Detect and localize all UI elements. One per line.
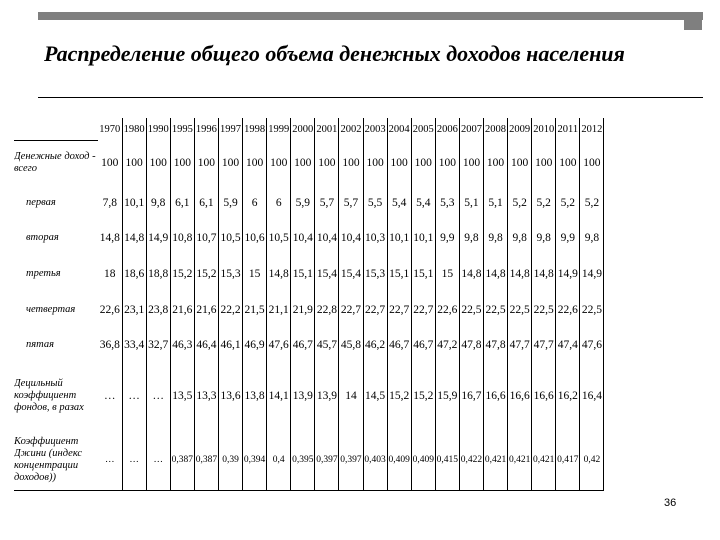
- table-cell: 46,7: [387, 328, 411, 362]
- table-cell: 10,5: [267, 220, 291, 256]
- year-header: 2007: [459, 118, 483, 140]
- table-cell: 13,6: [218, 362, 242, 430]
- table-cell: 45,7: [315, 328, 339, 362]
- table-cell: 5,1: [459, 186, 483, 220]
- table-cell: 5,2: [532, 186, 556, 220]
- table-cell: 10,4: [291, 220, 315, 256]
- table-cell: 100: [556, 140, 580, 186]
- table-cell: 0,421: [508, 430, 532, 490]
- year-header: 2006: [435, 118, 459, 140]
- table-cell: 22,5: [508, 292, 532, 328]
- table-cell: 0,387: [170, 430, 194, 490]
- table-cell: 46,2: [363, 328, 387, 362]
- table-cell: 15,3: [363, 256, 387, 292]
- table-cell: 0,4: [267, 430, 291, 490]
- table-cell: 5,4: [411, 186, 435, 220]
- table-cell: …: [146, 362, 170, 430]
- table-cell: 21,1: [267, 292, 291, 328]
- table-cell: 18,6: [122, 256, 146, 292]
- table-cell: 33,4: [122, 328, 146, 362]
- table-cell: 46,9: [243, 328, 267, 362]
- table-cell: 5,3: [435, 186, 459, 220]
- table-cell: 14,8: [484, 256, 508, 292]
- table-cell: 100: [508, 140, 532, 186]
- table-cell: 0,39: [218, 430, 242, 490]
- table-cell: 9,8: [459, 220, 483, 256]
- table-cell: 5,9: [291, 186, 315, 220]
- table-cell: …: [122, 430, 146, 490]
- table-cell: 22,7: [411, 292, 435, 328]
- table-cell: 0,394: [243, 430, 267, 490]
- table-cell: 15,4: [315, 256, 339, 292]
- table-cell: 15,2: [387, 362, 411, 430]
- table-cell: 47,7: [508, 328, 532, 362]
- table-cell: 13,9: [315, 362, 339, 430]
- table-cell: 100: [580, 140, 604, 186]
- table-cell: 22,7: [339, 292, 363, 328]
- table-cell: 10,7: [194, 220, 218, 256]
- row-label: Децильный коэффициент фондов, в разах: [14, 378, 84, 413]
- table-cell: 9,8: [532, 220, 556, 256]
- row-label: первая: [26, 197, 56, 208]
- table-cell: 5,2: [556, 186, 580, 220]
- table-cell: 10,6: [243, 220, 267, 256]
- row-label: Коэффициент Джини (индекс концентрации доходов)): [14, 430, 98, 490]
- table-cell: 22,6: [98, 292, 122, 328]
- table-cell: 100: [339, 140, 363, 186]
- table-cell: 100: [218, 140, 242, 186]
- table-cell: 21,9: [291, 292, 315, 328]
- table-cell: 6,1: [194, 186, 218, 220]
- table-cell: 16,6: [484, 362, 508, 430]
- table-cell: 0,422: [459, 430, 483, 490]
- table-cell: 9,9: [435, 220, 459, 256]
- table-cell: 15,1: [387, 256, 411, 292]
- table-cell: 21,6: [170, 292, 194, 328]
- year-header: 1990: [146, 118, 170, 140]
- table-cell: 100: [435, 140, 459, 186]
- table-cell: 5,2: [580, 186, 604, 220]
- table-cell: 22,8: [315, 292, 339, 328]
- table-cell: 22,6: [556, 292, 580, 328]
- table-cell: 13,5: [170, 362, 194, 430]
- year-header: 2005: [411, 118, 435, 140]
- table-row: [14, 256, 604, 292]
- table-cell: 10,8: [170, 220, 194, 256]
- table-cell: 15,1: [291, 256, 315, 292]
- table-cell: 23,1: [122, 292, 146, 328]
- table-cell: 5,9: [218, 186, 242, 220]
- table-cell: 22,5: [532, 292, 556, 328]
- table-cell: 18: [98, 256, 122, 292]
- table-cell: 15: [435, 256, 459, 292]
- table-cell: 100: [411, 140, 435, 186]
- table-cell: 0,42: [580, 430, 604, 490]
- table-cell: 14,1: [267, 362, 291, 430]
- table-cell: 100: [291, 140, 315, 186]
- table-row: [14, 220, 604, 256]
- table-cell: 15,3: [218, 256, 242, 292]
- year-header: 2009: [508, 118, 532, 140]
- year-header: 2012: [580, 118, 604, 140]
- table-cell: 0,403: [363, 430, 387, 490]
- table-cell: 16,7: [459, 362, 483, 430]
- table-cell: 100: [170, 140, 194, 186]
- table-cell: 15,4: [339, 256, 363, 292]
- table-cell: 47,6: [580, 328, 604, 362]
- table-cell: 22,5: [484, 292, 508, 328]
- table-cell: 5,4: [387, 186, 411, 220]
- table-cell: 14,8: [267, 256, 291, 292]
- income-distribution-table: [14, 118, 604, 491]
- table-cell: …: [98, 430, 122, 490]
- table-cell: 10,4: [339, 220, 363, 256]
- table-cell: 15,2: [170, 256, 194, 292]
- year-header: 2003: [363, 118, 387, 140]
- table-cell: 22,5: [459, 292, 483, 328]
- year-header: 1970: [98, 118, 122, 140]
- table-cell: 6: [243, 186, 267, 220]
- table-cell: 46,1: [218, 328, 242, 362]
- table-cell: 5,7: [315, 186, 339, 220]
- table-cell: 16,6: [532, 362, 556, 430]
- table-cell: 10,1: [387, 220, 411, 256]
- table-cell: 9,8: [580, 220, 604, 256]
- table-cell: 47,8: [459, 328, 483, 362]
- table-cell: 14,9: [580, 256, 604, 292]
- table-cell: 9,8: [508, 220, 532, 256]
- table-cell: 100: [146, 140, 170, 186]
- table-cell: 5,5: [363, 186, 387, 220]
- table-cell: 14,9: [556, 256, 580, 292]
- table-cell: 15,2: [194, 256, 218, 292]
- table-cell: 100: [387, 140, 411, 186]
- table-cell: 100: [243, 140, 267, 186]
- year-header: 2002: [339, 118, 363, 140]
- row-label: Денежные доход - всего: [14, 151, 96, 175]
- year-header: 2004: [387, 118, 411, 140]
- row-label: вторая: [26, 232, 59, 243]
- table-cell: 13,9: [291, 362, 315, 430]
- year-header: 2000: [291, 118, 315, 140]
- year-header: 1995: [170, 118, 194, 140]
- header-corner: [14, 118, 98, 140]
- slide-title: Распределение общего объема денежных доходов населения: [44, 41, 625, 66]
- table-cell: 9,8: [146, 186, 170, 220]
- table-row: [14, 292, 604, 328]
- year-header: 2010: [532, 118, 556, 140]
- table-cell: 14,9: [146, 220, 170, 256]
- table-cell: 22,7: [363, 292, 387, 328]
- table-cell: 16,2: [556, 362, 580, 430]
- table-cell: 18,8: [146, 256, 170, 292]
- table-cell: 100: [194, 140, 218, 186]
- table-cell: 14,8: [98, 220, 122, 256]
- table-cell: 15: [243, 256, 267, 292]
- table-cell: 10,5: [218, 220, 242, 256]
- table-cell: …: [98, 362, 122, 430]
- table-row: [14, 186, 604, 220]
- table-cell: 47,4: [556, 328, 580, 362]
- table-cell: 47,8: [484, 328, 508, 362]
- table-cell: 46,3: [170, 328, 194, 362]
- table-cell: 21,5: [243, 292, 267, 328]
- table-cell: 10,1: [122, 186, 146, 220]
- table-cell: …: [122, 362, 146, 430]
- table-cell: 10,3: [363, 220, 387, 256]
- table-cell: 5,1: [484, 186, 508, 220]
- table-cell: 9,9: [556, 220, 580, 256]
- corner-decor-square: [684, 12, 702, 30]
- year-header: 2001: [315, 118, 339, 140]
- table-cell: 36,8: [98, 328, 122, 362]
- table-cell: 10,1: [411, 220, 435, 256]
- table-cell: 47,7: [532, 328, 556, 362]
- table-row: [14, 362, 604, 430]
- table-cell: 100: [459, 140, 483, 186]
- table-cell: 0,421: [484, 430, 508, 490]
- year-header: 1999: [267, 118, 291, 140]
- table-cell: 0,417: [556, 430, 580, 490]
- table-cell: 0,421: [532, 430, 556, 490]
- table-cell: 22,2: [218, 292, 242, 328]
- table-cell: 14,5: [363, 362, 387, 430]
- row-label: четвертая: [26, 304, 76, 315]
- table-cell: 47,6: [267, 328, 291, 362]
- table-cell: 22,6: [435, 292, 459, 328]
- table-cell: 0,397: [315, 430, 339, 490]
- table-cell: 32,7: [146, 328, 170, 362]
- table-cell: 22,7: [387, 292, 411, 328]
- table-cell: 9,8: [484, 220, 508, 256]
- year-header: 1998: [243, 118, 267, 140]
- table-row: [14, 140, 604, 186]
- table-cell: 5,2: [508, 186, 532, 220]
- table-cell: 14,8: [508, 256, 532, 292]
- table-cell: 100: [98, 140, 122, 186]
- table-cell: 45,8: [339, 328, 363, 362]
- table-cell: …: [146, 430, 170, 490]
- table-cell: 21,6: [194, 292, 218, 328]
- table-cell: 15,1: [411, 256, 435, 292]
- year-header: 1996: [194, 118, 218, 140]
- table-cell: 13,8: [243, 362, 267, 430]
- table-cell: 46,7: [291, 328, 315, 362]
- table-cell: 100: [122, 140, 146, 186]
- table-cell: 14: [339, 362, 363, 430]
- table-cell: 0,409: [411, 430, 435, 490]
- table-cell: 0,387: [194, 430, 218, 490]
- table-cell: 100: [532, 140, 556, 186]
- table-cell: 100: [315, 140, 339, 186]
- table-cell: 0,415: [435, 430, 459, 490]
- row-label: третья: [26, 268, 61, 279]
- table-cell: 0,395: [291, 430, 315, 490]
- table-cell: 100: [267, 140, 291, 186]
- table-cell: 47,2: [435, 328, 459, 362]
- table-cell: 100: [363, 140, 387, 186]
- page-number: 36: [664, 497, 677, 509]
- table-cell: 10,4: [315, 220, 339, 256]
- row-label: пятая: [26, 339, 54, 350]
- table-cell: 6: [267, 186, 291, 220]
- table-cell: 46,4: [194, 328, 218, 362]
- year-header: 2011: [556, 118, 580, 140]
- year-header: 1980: [122, 118, 146, 140]
- year-header: 1997: [218, 118, 242, 140]
- table-cell: 16,6: [508, 362, 532, 430]
- table-cell: 100: [484, 140, 508, 186]
- table-cell: 0,409: [387, 430, 411, 490]
- table-cell: 22,5: [580, 292, 604, 328]
- table-cell: 16,4: [580, 362, 604, 430]
- top-decor-bar: [38, 12, 703, 20]
- table-cell: 15,9: [435, 362, 459, 430]
- table-cell: 14,8: [532, 256, 556, 292]
- table-cell: 14,8: [459, 256, 483, 292]
- table-cell: 5,7: [339, 186, 363, 220]
- table-cell: 0,397: [339, 430, 363, 490]
- table-row: [14, 430, 604, 490]
- table-cell: 6,1: [170, 186, 194, 220]
- table-cell: 14,8: [122, 220, 146, 256]
- table-cell: 46,7: [411, 328, 435, 362]
- year-header: 2008: [484, 118, 508, 140]
- table-cell: 23,8: [146, 292, 170, 328]
- table-cell: 13,3: [194, 362, 218, 430]
- table-cell: 15,2: [411, 362, 435, 430]
- table-cell: 7,8: [98, 186, 122, 220]
- title-divider: [38, 97, 703, 98]
- table-row: [14, 328, 604, 362]
